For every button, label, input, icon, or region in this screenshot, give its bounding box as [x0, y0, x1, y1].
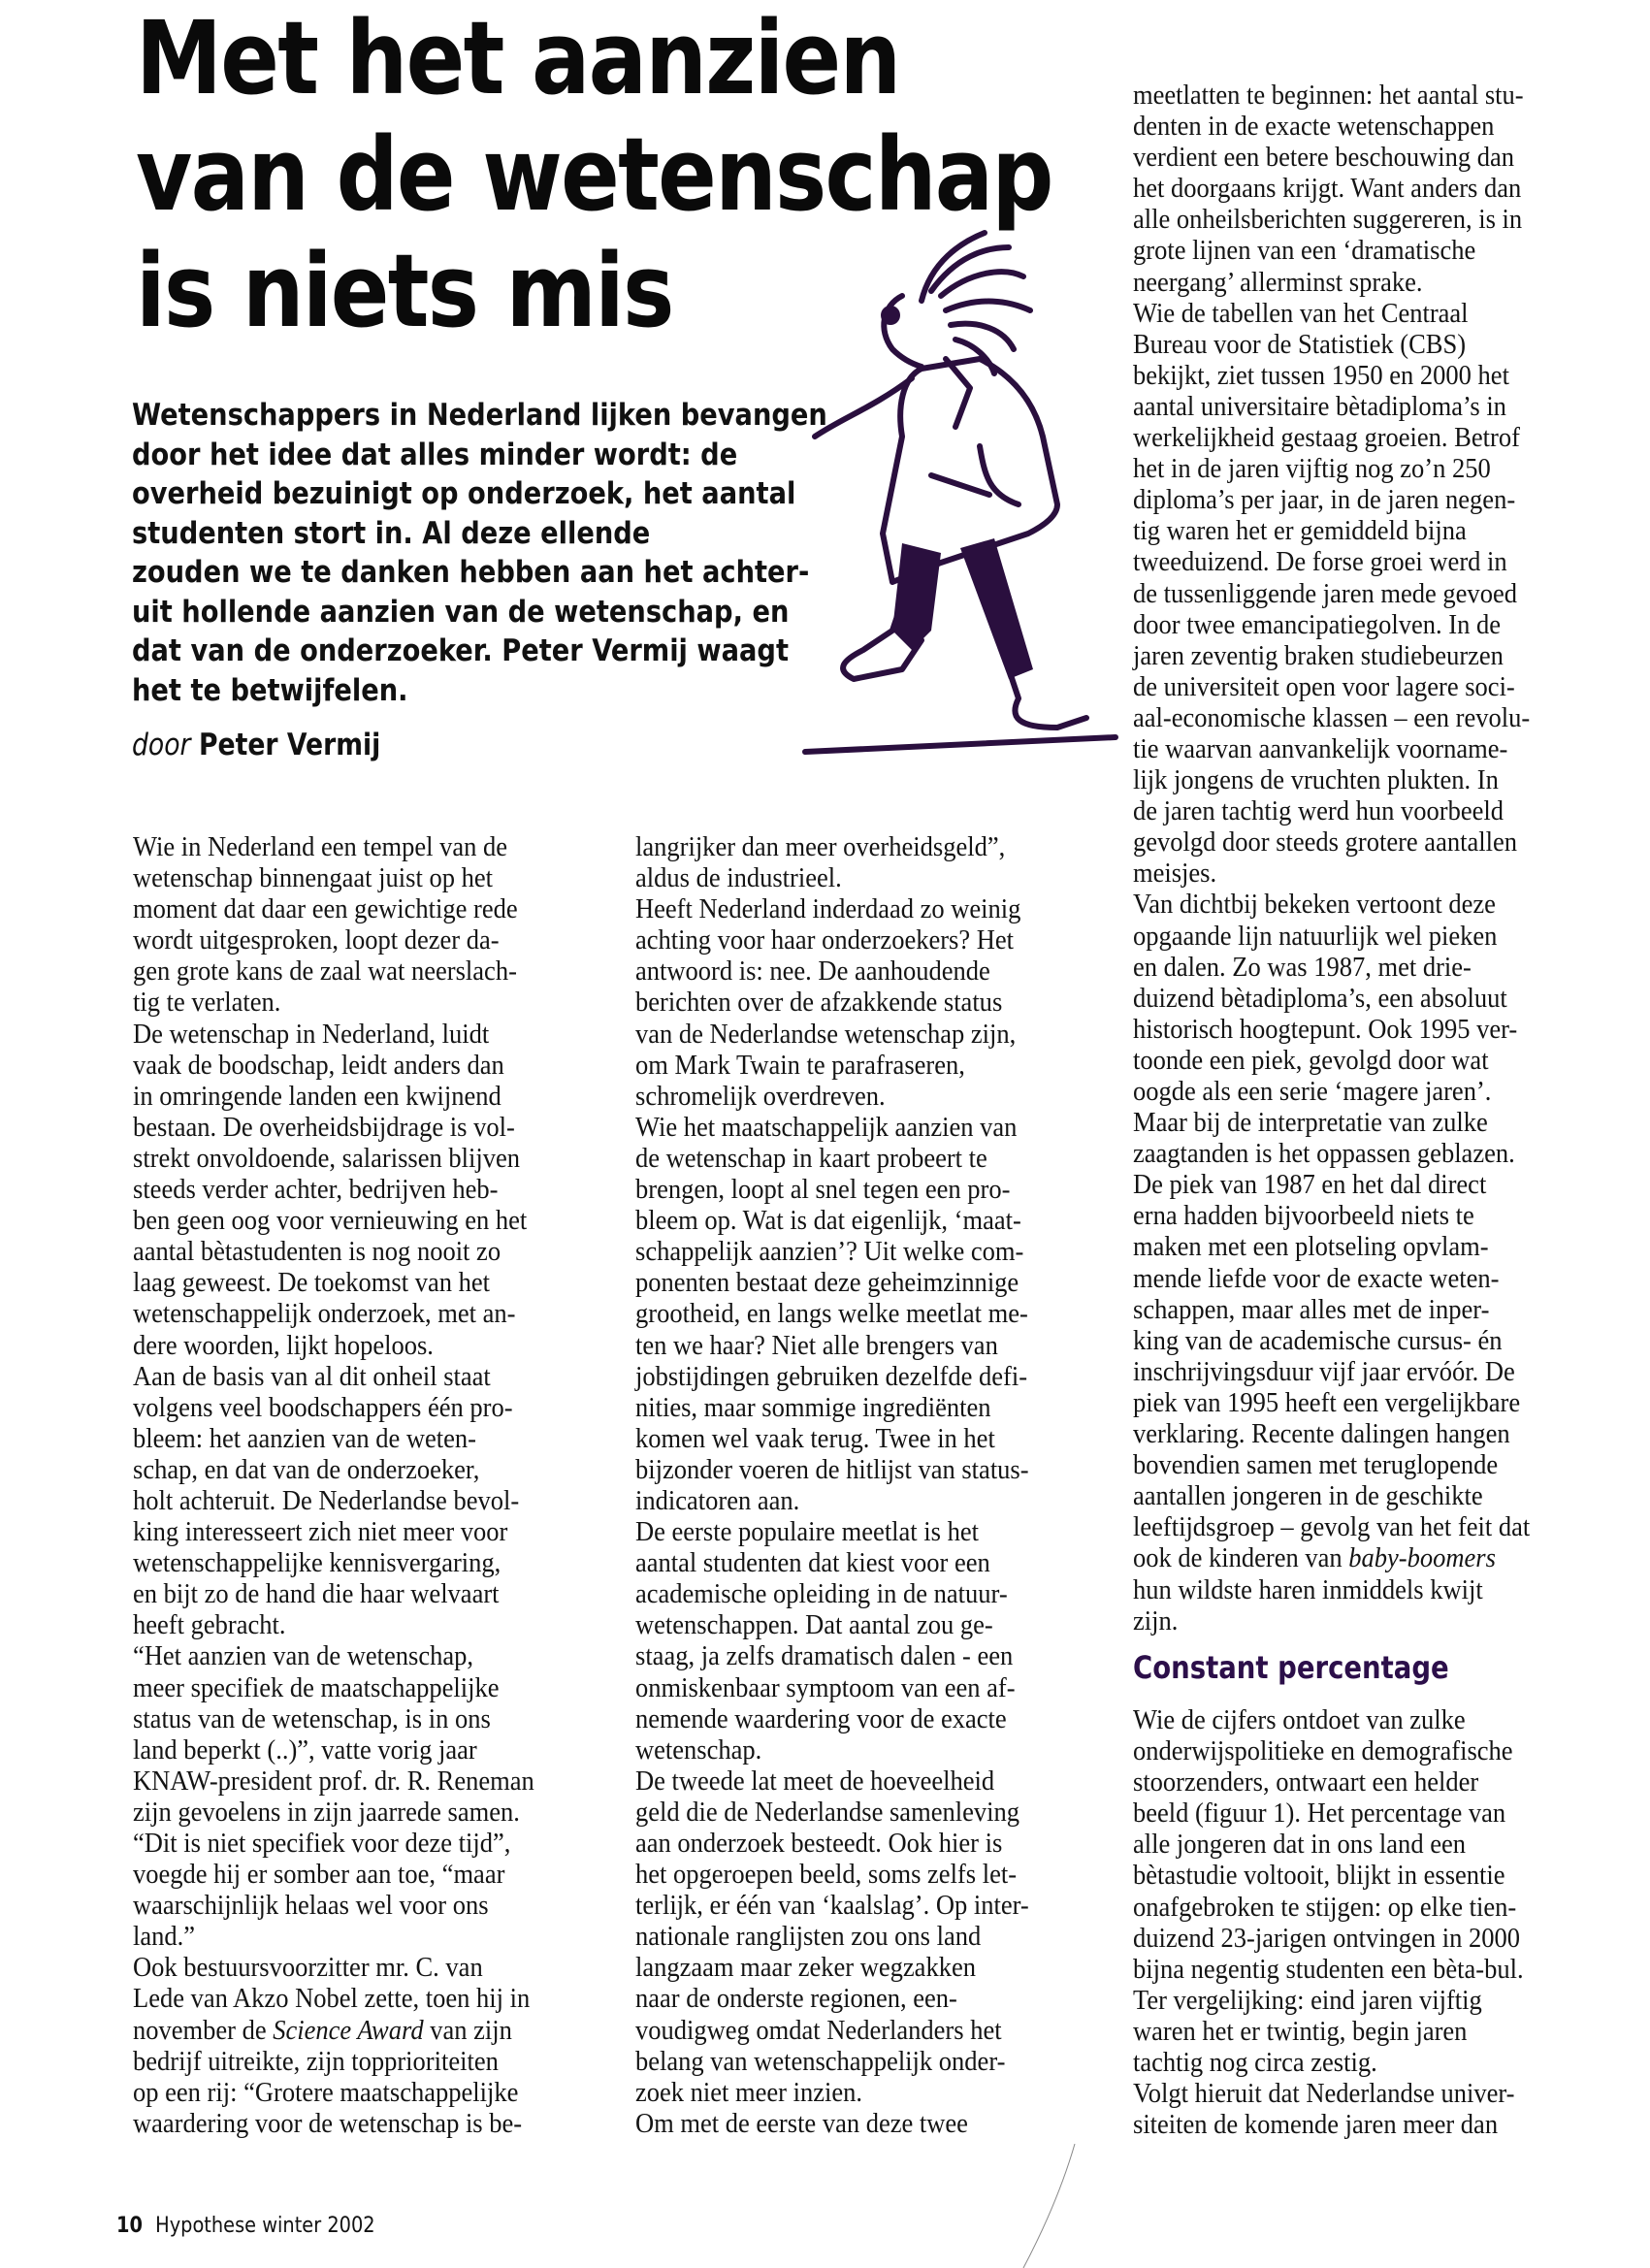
walking-scientist-illustration — [776, 213, 1135, 795]
section-heading: Constant percentage — [1133, 1649, 1449, 1686]
body-text-line: onderwijspolitieke en demografische — [1133, 1736, 1513, 1767]
body-text-line: en bijt zo de hand die haar welvaart — [133, 1579, 500, 1610]
body-text-line: tie waarvan aanvankelijk voorname- — [1133, 733, 1508, 764]
body-text-line: heeft gebracht. — [133, 1610, 286, 1641]
body-text-line: nationale ranglijsten zou ons land — [635, 1922, 982, 1953]
body-text-line: erna hadden bijvoorbeeld niets te — [1133, 1201, 1474, 1232]
body-column-2 — [635, 832, 1120, 2140]
body-text-line: beeld (figuur 1). Het percentage van — [1133, 1798, 1506, 1830]
body-text-line: Ter vergelijking: eind jaren vijftig — [1133, 1985, 1482, 2016]
body-text-line: langrijker dan meer overheidsgeld”, — [635, 832, 1006, 862]
body-text-line: ben geen oog voor vernieuwing en het — [133, 1206, 528, 1237]
body-text-line: zaagtanden is het oppassen geblazen. — [1133, 1139, 1515, 1170]
hair-stroke — [955, 340, 994, 373]
lead-line: overheid bezuinigt op onderzoek, het aantal — [132, 476, 796, 511]
lead-line: door het idee dat alles minder wordt: de — [132, 437, 738, 472]
body-text-line: academische opleiding in de natuur- — [635, 1579, 1008, 1610]
body-text-line: waren het er twintig, begin jaren — [1133, 2016, 1468, 2047]
body-text-line: Om met de eerste van deze twee — [635, 2108, 968, 2139]
body-text-line: bedrijf uitreikte, zijn topprioriteiten — [133, 2046, 499, 2077]
ground-line — [805, 737, 1116, 752]
body-text-line: bleem: het aanzien van de weten- — [133, 1423, 476, 1454]
italic-term: Science Award — [273, 2015, 424, 2046]
scan-fold-mark — [1019, 2144, 1077, 2268]
body-text-line: bleem op. Wat is dat eigenlijk, ‘maat- — [635, 1206, 1021, 1237]
body-text-line: aantal universitaire bètadiploma’s in — [1133, 391, 1506, 422]
body-column-3-section — [1133, 1705, 1618, 2141]
body-text-line: jaren zeventig braken studiebeurzen — [1133, 640, 1504, 671]
lead-line: het te betwijfelen. — [132, 672, 408, 708]
body-text-line: king interesseert zich niet meer voor — [133, 1517, 508, 1548]
body-text-line: status van de wetenschap, is in ons — [133, 1703, 491, 1734]
body-text-line: waardering voor de wetenschap is be- — [133, 2108, 523, 2139]
page-number: 10 — [116, 2214, 143, 2238]
body-text-line: opgaande lijn natuurlijk wel pieken — [1133, 921, 1498, 952]
body-text-line: siteiten de komende jaren meer dan — [1133, 2110, 1499, 2141]
italic-term: baby-boomers — [1348, 1543, 1496, 1574]
body-text-line: inschrijvingsduur vijf jaar ervóór. De — [1133, 1356, 1515, 1387]
title-line: van de wetenschap — [136, 115, 1052, 234]
body-text-line: nemende waardering voor de exacte — [635, 1703, 1007, 1734]
nose — [881, 306, 900, 325]
body-text-line: naar de onderste regionen, een- — [635, 1984, 957, 2015]
body-text-line: aantal bètastudenten is nog nooit zo — [133, 1237, 501, 1268]
lead-line: uit hollende aanzien van de wetenschap, en — [132, 594, 790, 630]
body-text-line: alle jongeren dat in ons land een — [1133, 1830, 1466, 1861]
body-text-line: verdient een betere beschouwing dan — [1133, 143, 1514, 174]
lead-line: dat van de onderzoeker. Peter Vermij waagt — [132, 633, 789, 668]
lead-line: Wetenschappers in Nederland lijken bevangen — [132, 398, 827, 433]
body-text-line: het doorgaans krijgt. Want anders dan — [1133, 174, 1522, 205]
body-text-line: oogde als een serie ‘magere jaren’. — [1133, 1077, 1492, 1107]
body-text-line: KNAW-president prof. dr. R. Reneman — [133, 1766, 534, 1797]
body-text-line: schappelijk aanzien’? Uit welke com- — [635, 1237, 1024, 1268]
body-text-line: aldus de industrieel. — [635, 863, 842, 894]
body-text-line: moment dat daar een gewichtige rede — [133, 894, 518, 925]
body-text-line: indicatoren aan. — [635, 1485, 800, 1516]
body-text-line: achting voor haar onderzoekers? Het — [635, 925, 1015, 956]
body-text-line: De piek van 1987 en het dal direct — [1133, 1170, 1487, 1201]
body-text-line: vaak de boodschap, leidt anders dan — [133, 1050, 504, 1081]
body-text-line: wetenschap. — [635, 1734, 762, 1766]
body-text-line: Wie de tabellen van het Centraal — [1133, 298, 1469, 329]
body-text-line: historisch hoogtepunt. Ook 1995 ver- — [1133, 1014, 1518, 1045]
body-text-line: De eerste populaire meetlat is het — [635, 1517, 979, 1548]
body-column-1 — [133, 832, 618, 2140]
body-text-line: maken met een plotseling opvlam- — [1133, 1232, 1489, 1263]
body-text-line: Wie het maatschappelijk aanzien van — [635, 1112, 1018, 1143]
body-text-line: dere woorden, lijkt hopeloos. — [133, 1330, 434, 1361]
body-text-line: aan onderzoek besteedt. Ook hier is — [635, 1829, 1003, 1859]
body-text-line: schap, en dat van de onderzoeker, — [133, 1454, 480, 1485]
body-text-line: grootheid, en langs welke meetlat me- — [635, 1299, 1028, 1330]
body-text-line: belang van wetenschappelijk onder- — [635, 2046, 1006, 2077]
body-text-line: tig waren het er gemiddeld bijna — [1133, 516, 1467, 547]
body-text-line: Heeft Nederland inderdaad zo weinig — [635, 894, 1021, 925]
body-text-line: tachtig nog circa zestig. — [1133, 2048, 1377, 2079]
body-text-line: neergang’ allerminst sprake. — [1133, 267, 1423, 298]
body-text-line: nities, maar sommige ingrediënten — [635, 1392, 991, 1423]
body-text-line: onmiskenbaar symptoom van een af- — [635, 1672, 1016, 1703]
body-text-line: terlijk, er één van ‘kaalslag’. Op inter- — [635, 1891, 1029, 1922]
body-text-line: antwoord is: nee. De aanhoudende — [635, 956, 990, 988]
body-text-line: piek van 1995 heeft een vergelijkbare — [1133, 1387, 1521, 1418]
body-text-line: van de Nederlandse wetenschap zijn, — [635, 1019, 1017, 1050]
body-text-line: leeftijdsgroep – gevolg van het feit dat — [1133, 1512, 1531, 1543]
body-text-line: mende liefde voor de exacte weten- — [1133, 1263, 1500, 1294]
body-text-line: land beperkt (..)”, vatte vorig jaar — [133, 1734, 477, 1766]
byline — [132, 728, 380, 762]
body-text-line: de jaren tachtig werd hun voorbeeld — [1133, 796, 1504, 827]
body-text-line: land.” — [133, 1922, 196, 1953]
body-text-line: holt achteruit. De Nederlandse bevol- — [133, 1485, 520, 1516]
body-text-line: schappen, maar alles met de inper- — [1133, 1294, 1490, 1325]
body-text-line: meisjes. — [1133, 859, 1217, 890]
body-text-line: de tussenliggende jaren mede gevoed — [1133, 578, 1517, 609]
body-text-line: bekijkt, ziet tussen 1950 en 2000 het — [1133, 360, 1509, 391]
body-column-3 — [1133, 81, 1618, 1637]
scarf — [815, 378, 912, 437]
body-text-line: duizend bètadiploma’s, een absoluut — [1133, 983, 1507, 1014]
body-text-line: zoek niet meer inzien. — [635, 2077, 863, 2108]
body-text-line: alle onheilsberichten suggereren, is in — [1133, 205, 1523, 236]
body-text-line: duizend 23-jarigen ontvingen in 2000 — [1133, 1923, 1520, 1954]
body-text-line: berichten over de afzakkende status — [635, 988, 1003, 1019]
body-text-line: De tweede lat meet de hoeveelheid — [635, 1766, 995, 1797]
body-text-line: in omringende landen een kwijnend — [133, 1081, 501, 1112]
body-text-line: “Dit is niet specifiek voor deze tijd”, — [133, 1829, 511, 1859]
body-text-line: bijna negentig studenten een bèta-bul. — [1133, 1954, 1524, 1985]
body-text-line: de universiteit open voor lagere soci- — [1133, 671, 1515, 702]
body-text-line: volgens veel boodschappers één pro- — [133, 1392, 513, 1423]
body-text-line: november de Science Award van zijn — [133, 2015, 512, 2046]
coat-collar — [946, 359, 970, 427]
body-text-line: Volgt hieruit dat Nederlandse univer- — [1133, 2079, 1515, 2110]
body-text-line: verklaring. Recente dalingen hangen — [1133, 1419, 1510, 1450]
body-text-line: bètastudie voltooit, blijkt in essentie — [1133, 1861, 1505, 1892]
body-text-line: werkelijkheid gestaag groeien. Betrof — [1133, 423, 1520, 454]
byline-author: Peter Vermij — [198, 728, 381, 762]
body-text-line: toonde een piek, gevolgd door wat — [1133, 1045, 1489, 1076]
body-text-line: king van de academische cursus- én — [1133, 1325, 1503, 1356]
body-text-line: voegde hij er somber aan toe, “maar — [133, 1860, 505, 1891]
body-text-line: voudigweg omdat Nederlanders het — [635, 2015, 1002, 2046]
body-text-line: diploma’s per jaar, in de jaren negen- — [1133, 485, 1516, 516]
body-text-line: bovendien samen met teruglopende — [1133, 1450, 1499, 1481]
body-text-line: tig te verlaten. — [133, 988, 281, 1019]
body-text-line: aal-economische klassen – een revolu- — [1133, 702, 1531, 733]
body-text-line: wetenschap binnengaat juist op het — [133, 863, 493, 894]
body-text-line: het in de jaren vijftig nog zo’n 250 — [1133, 454, 1491, 485]
body-text-line: stoorzenders, ontwaart een helder — [1133, 1767, 1479, 1798]
body-text-line: ten we haar? Niet alle brengers van — [635, 1330, 998, 1361]
body-text-line: meetlatten te beginnen: het aantal stu- — [1133, 81, 1524, 111]
body-text-line: Bureau voor de Statistiek (CBS) — [1133, 329, 1467, 360]
body-text-line: zijn. — [1133, 1605, 1179, 1636]
body-text-line: staag, ja zelfs dramatisch dalen - een — [635, 1641, 1014, 1672]
body-text-line: jobstijdingen gebruiken dezelfde defi- — [635, 1361, 1028, 1392]
body-text-line: langzaam maar zeker wegzakken — [635, 1953, 976, 1984]
lead-line: studenten stort in. Al deze ellende — [132, 515, 651, 551]
hair-stroke — [941, 272, 1023, 296]
body-text-line: strekt onvoldoende, salarissen blijven — [133, 1143, 520, 1174]
body-text-line: Van dichtbij bekeken vertoont deze — [1133, 890, 1496, 921]
body-text-line: bestaan. De overheidsbijdrage is vol- — [133, 1112, 515, 1143]
body-text-line: komen wel vaak terug. Twee in het — [635, 1423, 995, 1454]
body-text-line: Wie de cijfers ontdoet van zulke — [1133, 1705, 1466, 1735]
body-text-line: grote lijnen van een ‘dramatische — [1133, 236, 1476, 267]
body-text-line: Ook bestuursvoorzitter mr. C. van — [133, 1953, 483, 1984]
hair-stroke — [946, 302, 1030, 310]
body-text-line: Maar bij de interpretatie van zulke — [1133, 1108, 1488, 1139]
body-text-line: tweeduizend. De forse groei werd in — [1133, 547, 1507, 578]
body-text-line: meer specifiek de maatschappelijke — [133, 1672, 500, 1703]
body-text-line: wetenschappelijke kennisvergaring, — [133, 1548, 501, 1579]
trousers — [960, 538, 1033, 679]
title-line: Met het aanzien — [136, 0, 900, 117]
body-text-line: ponenten bestaat deze geheimzinnige — [635, 1268, 1019, 1299]
body-text-line: gen grote kans de zaal wat neerslach- — [133, 956, 517, 988]
body-text-line: waarschijnlijk helaas wel voor ons — [133, 1891, 489, 1922]
body-text-line: de wetenschap in kaart probeert te — [635, 1143, 987, 1174]
body-text-line: om Mark Twain te parafraseren, — [635, 1050, 965, 1081]
title-line: is niets mis — [136, 232, 673, 350]
body-text-line: Aan de basis van al dit onheil staat — [133, 1361, 491, 1392]
body-text-line: wordt uitgesproken, loopt dezer da- — [133, 925, 500, 956]
body-text-line: geld die de Nederlandse samenleving — [635, 1797, 1019, 1828]
body-text-line: aantallen jongeren in de geschikte — [1133, 1481, 1483, 1512]
body-text-line: wetenschappelijk onderzoek, met an- — [133, 1299, 516, 1330]
body-text-line: op een rij: “Grotere maatschappelijke — [133, 2077, 519, 2108]
page-footer — [116, 2214, 375, 2238]
body-text-line: steeds verder achter, bedrijven heb- — [133, 1175, 499, 1206]
body-text-line: en dalen. Zo was 1987, met drie- — [1133, 952, 1472, 983]
trousers — [892, 543, 941, 650]
lead-line: zouden we te danken hebben aan het achter- — [132, 555, 810, 590]
body-text-line: denten in de exacte wetenschappen — [1133, 112, 1495, 143]
body-text-line: wetenschappen. Dat aantal zou ge- — [635, 1610, 993, 1641]
body-text-line: Lede van Akzo Nobel zette, toen hij in — [133, 1984, 531, 2015]
publication-name: Hypothese winter 2002 — [155, 2214, 375, 2238]
body-text-line: gevolgd door steeds grotere aantallen — [1133, 827, 1517, 859]
body-text-line: door twee emancipatiegolven. In de — [1133, 609, 1502, 640]
body-text-line: het opgeroepen beeld, soms zelfs let- — [635, 1860, 1018, 1891]
body-text-line: “Het aanzien van de wetenschap, — [133, 1641, 474, 1672]
body-text-line: Wie in Nederland een tempel van de — [133, 832, 508, 862]
body-text-line: schromelijk overdreven. — [635, 1081, 886, 1112]
coat-pocket — [931, 475, 989, 495]
body-text-line: aantal studenten dat kiest voor een — [635, 1548, 990, 1579]
body-text-line: zijn gevoelens in zijn jaarrede samen. — [133, 1797, 520, 1828]
body-text-line: lijk jongens de vruchten plukten. In — [1133, 765, 1499, 796]
body-text-line: brengen, loopt al snel tegen een pro- — [635, 1175, 1011, 1206]
byline-prefix: door — [132, 728, 191, 762]
lead-paragraph — [132, 396, 827, 710]
body-text-line: onafgebroken te stijgen: op elke tien- — [1133, 1892, 1517, 1923]
body-text-line: bijzonder voeren de hitlijst van status- — [635, 1454, 1029, 1485]
hair-stroke — [951, 324, 1014, 349]
body-text-line: ook de kinderen van baby-boomers — [1133, 1543, 1496, 1574]
body-text-line: laag geweest. De toekomst van het — [133, 1268, 491, 1299]
body-text-line: De wetenschap in Nederland, luidt — [133, 1019, 490, 1050]
body-text-line: hun wildste haren inmiddels kwijt — [1133, 1574, 1483, 1605]
